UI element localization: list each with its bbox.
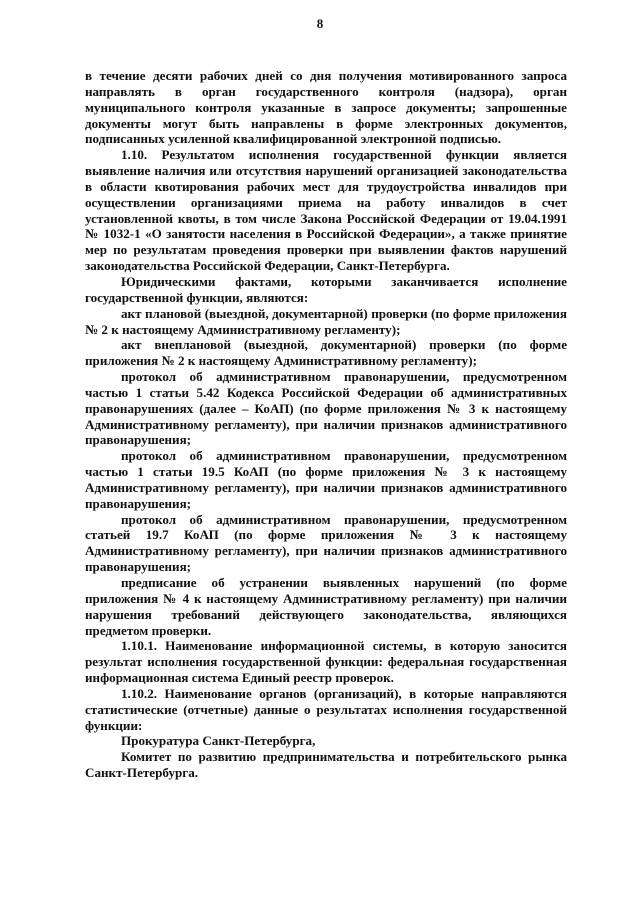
paragraph-protocol-5-42: протокол об административном правонарушении, предусмотренном частью 1 статьи 5.42 Кодекса Российской Федерации об административных правонарушениях (далее – КоАП) (по форме приложения № 3 к настоящему Административному регламенту), при наличии признаков административного правонарушения;	[85, 369, 567, 448]
paragraph-committee: Комитет по развитию предпринимательства и потребительского рынка Санкт-Петербурга.	[85, 749, 567, 781]
paragraph-protocol-19-5: протокол об административном правонарушении, предусмотренном частью 1 статьи 19.5 КоАП (по форме приложения № 3 к настоящему Административному регламенту), при наличии признаков административного правонарушения;	[85, 448, 567, 511]
paragraph-continuation: в течение десяти рабочих дней со дня получения мотивированного запроса направлять в орган государственного контроля (надзора), орган муниципального контроля указанные в запросе документы; запрошенные документы могут быть направлены в форме электронных документов, подписанных усиленной квалифицированной электронной подписью.	[85, 68, 567, 147]
paragraph-1-10-1: 1.10.1. Наименование информационной системы, в которую заносится результат исполнения государственной функции: федеральная государственная информационная система Единый реестр проверок.	[85, 638, 567, 686]
page-number: 8	[316, 16, 324, 31]
paragraph-prescription: предписание об устранении выявленных нарушений (по форме приложения № 4 к настоящему Административному регламенту) при наличии нарушения требований действующего законодательства, являющихся предметом проверки.	[85, 575, 567, 638]
paragraph-1-10-2: 1.10.2. Наименование органов (организаций), в которые направляются статистические (отчетные) данные о результатах исполнения государственной функции:	[85, 685, 567, 733]
document-body	[85, 68, 567, 781]
paragraph-act-unplanned: акт внеплановой (выездной, документарной) проверки (по форме приложения № 2 к настоящему Административному регламенту);	[85, 337, 567, 369]
paragraph-legal-facts: Юридическими фактами, которыми заканчивается исполнение государственной функции, являются:	[85, 273, 567, 305]
section-number: 1.10.	[121, 147, 148, 163]
paragraph-act-planned: акт плановой (выездной, документарной) проверки (по форме приложения № 2 к настоящему Административному регламенту);	[85, 305, 567, 337]
paragraph-1-10	[85, 147, 567, 274]
paragraph-1-10-text: Результатом исполнения государственной функции является выявление наличия или отсутствия нарушений организацией законодательства в области квотирования рабочих мест для трудоустройства инвалидов при осуществлении организациями приема на работу инвалидов в счет установленной квоты, в том числе Закона Российской Федерации от 19.04.1991 № 1032-1 «О занятости населения в Российской Федерации», а также принятие мер по результатам проведения проверки при выявлении фактов нарушений законодательства Российской Федерации, Санкт-Петербурга.	[85, 147, 567, 274]
paragraph-prosecutor: Прокуратура Санкт-Петербурга,	[121, 733, 316, 749]
paragraph-protocol-19-7: протокол об административном правонарушении, предусмотренном статьей 19.7 КоАП (по форме приложения № 3 к настоящему Административному регламенту), при наличии признаков административного правонарушения;	[85, 511, 567, 575]
